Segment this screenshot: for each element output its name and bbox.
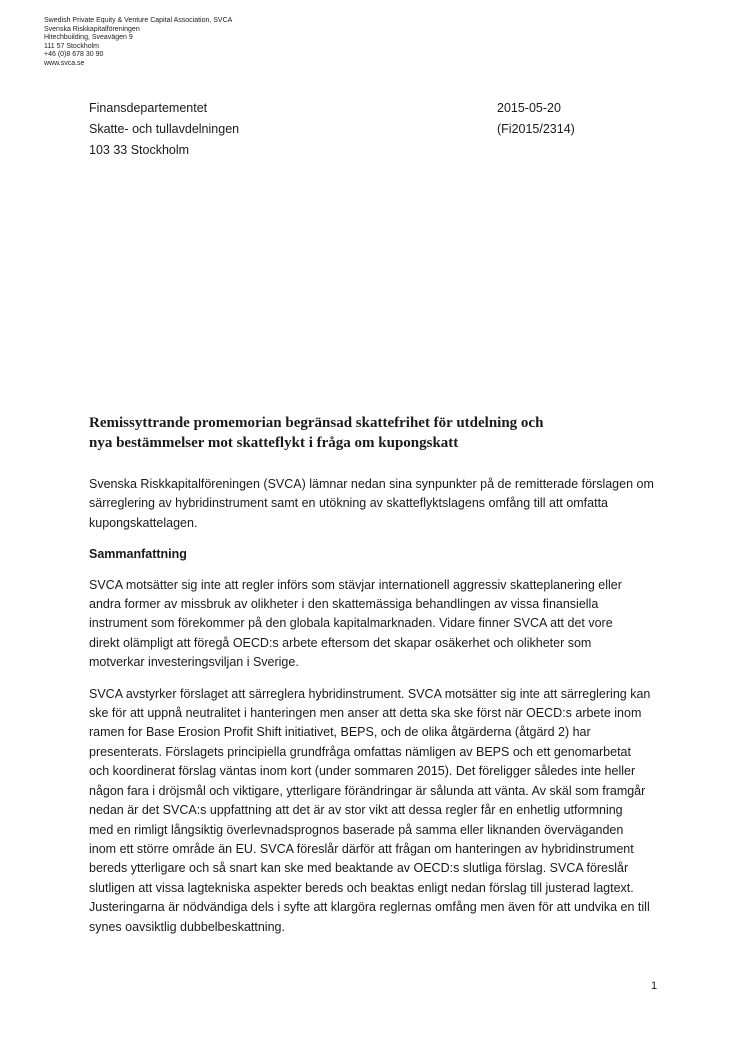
sender-phone: +46 (0)8 678 30 90 (44, 51, 104, 59)
text-line: och koordinerat förslag väntas inom kort (under sommaren 2015). Det föreligger således inte heller (89, 764, 636, 779)
text-line: slutligen att vissa lagtekniska aspekter bereds och beaktas enligt nedan förslag till justerad lagtext. (89, 880, 634, 895)
text-line: ske för att uppnå neutralitet i hanteringen men anser att detta ska ske först när OECD:s arbete inom (89, 706, 642, 721)
document-title (89, 413, 669, 453)
letter-reference: (Fi2015/2314) (497, 122, 575, 136)
text-line: bereds ytterligare och så snart kan ske med beaktande av OECD:s slutliga förslag. SVCA föreslår (89, 861, 629, 876)
text-line: med en rimligt långsiktig överlevnadsprognos baserade på samma eller liknanden överväganden (89, 822, 624, 837)
text-line: Justeringarna är nödvändiga dels i syfte att klargöra reglernas omfång men även för att undvika en till (89, 900, 650, 915)
sender-postal-city: 111 57 Stockholm (44, 42, 99, 50)
text-line: motverkar investeringsviljan i Sverige. (89, 655, 299, 670)
text-line: SVCA avstyrker förslaget att särreglera hybridinstrument. SVCA motsätter sig inte att särreglering kan (89, 686, 651, 701)
text-line: presenterats. Förslagets principiella grundfråga omfattas nämligen av BEPS och ett genomarbetat (89, 744, 631, 759)
document-title-line: Remissyttrande promemorian begränsad skattefrihet för utdelning och (89, 415, 544, 431)
text-line: andra former av missbruk av olikheter i den skattemässiga behandlingen av vissa finansiella (89, 597, 599, 612)
text-line: SVCA motsätter sig inte att regler införs som stävjar internationell aggressiv skatteplanering eller (89, 577, 622, 592)
letter-date: 2015-05-20 (497, 101, 561, 115)
document-title-line: nya bestämmelser mot skatteflykt i fråga om kupongskatt (89, 435, 459, 451)
summary-heading: Sammanfattning (89, 547, 187, 562)
letter-meta (497, 98, 575, 140)
sender-organization-swedish: Svenska Riskkapitalföreningen (44, 25, 140, 33)
recipient-address-block (89, 98, 239, 161)
intro-paragraph (89, 475, 674, 533)
text-line: inom ett större område än EU. SVCA föreslår därför att frågan om hanteringen av hybridinstrument (89, 841, 634, 856)
summary-paragraph-2 (89, 685, 674, 937)
text-line: särreglering av hybridinstrument samt en utökning av skatteflyktslagens omfång till att omfatta (89, 496, 609, 511)
document-body (89, 475, 674, 949)
recipient-name: Finansdepartementet (89, 101, 208, 115)
sender-website: www.svca.se (44, 59, 85, 67)
text-line: någon fara i dröjsmål och viktigare, ytterligare förändringar är sålunda att vänta. Av skäl som framgår (89, 783, 646, 798)
text-line: Svenska Riskkapitalföreningen (SVCA) lämnar nedan sina synpunkter på de remitterade förslagen om (89, 477, 654, 491)
text-line: ramen for Base Erosion Profit Shift initiativet, BEPS, och de olika åtgärderna (åtgärd 2) har (89, 725, 591, 740)
text-line: instrument som förekommer på den globala kapitalmarknaden. Vidare finner SVCA att det vore (89, 616, 613, 631)
sender-organization: Swedish Private Equity & Venture Capital Association, SVCA (44, 17, 233, 24)
recipient-department: Skatte- och tullavdelningen (89, 122, 240, 136)
text-line: kupongskattelagen. (89, 515, 198, 530)
sender-address-block (44, 17, 232, 69)
text-line: nedan är det SVCA:s uppfattning att det är av stor vikt att dessa regler får en enhetlig utformning (89, 803, 623, 818)
text-line: direkt olämpligt att föregå OECD:s arbete eftersom det skapar osäkerhet och olikheter som (89, 635, 592, 650)
recipient-postal-city: 103 33 Stockholm (89, 143, 190, 157)
summary-paragraph-1 (89, 576, 674, 673)
sender-street: Hitechbuilding, Sveavägen 9 (44, 34, 133, 42)
page-number: 1 (651, 980, 658, 992)
text-line: synes oavsiktlig dubbelbeskattning. (89, 919, 285, 934)
